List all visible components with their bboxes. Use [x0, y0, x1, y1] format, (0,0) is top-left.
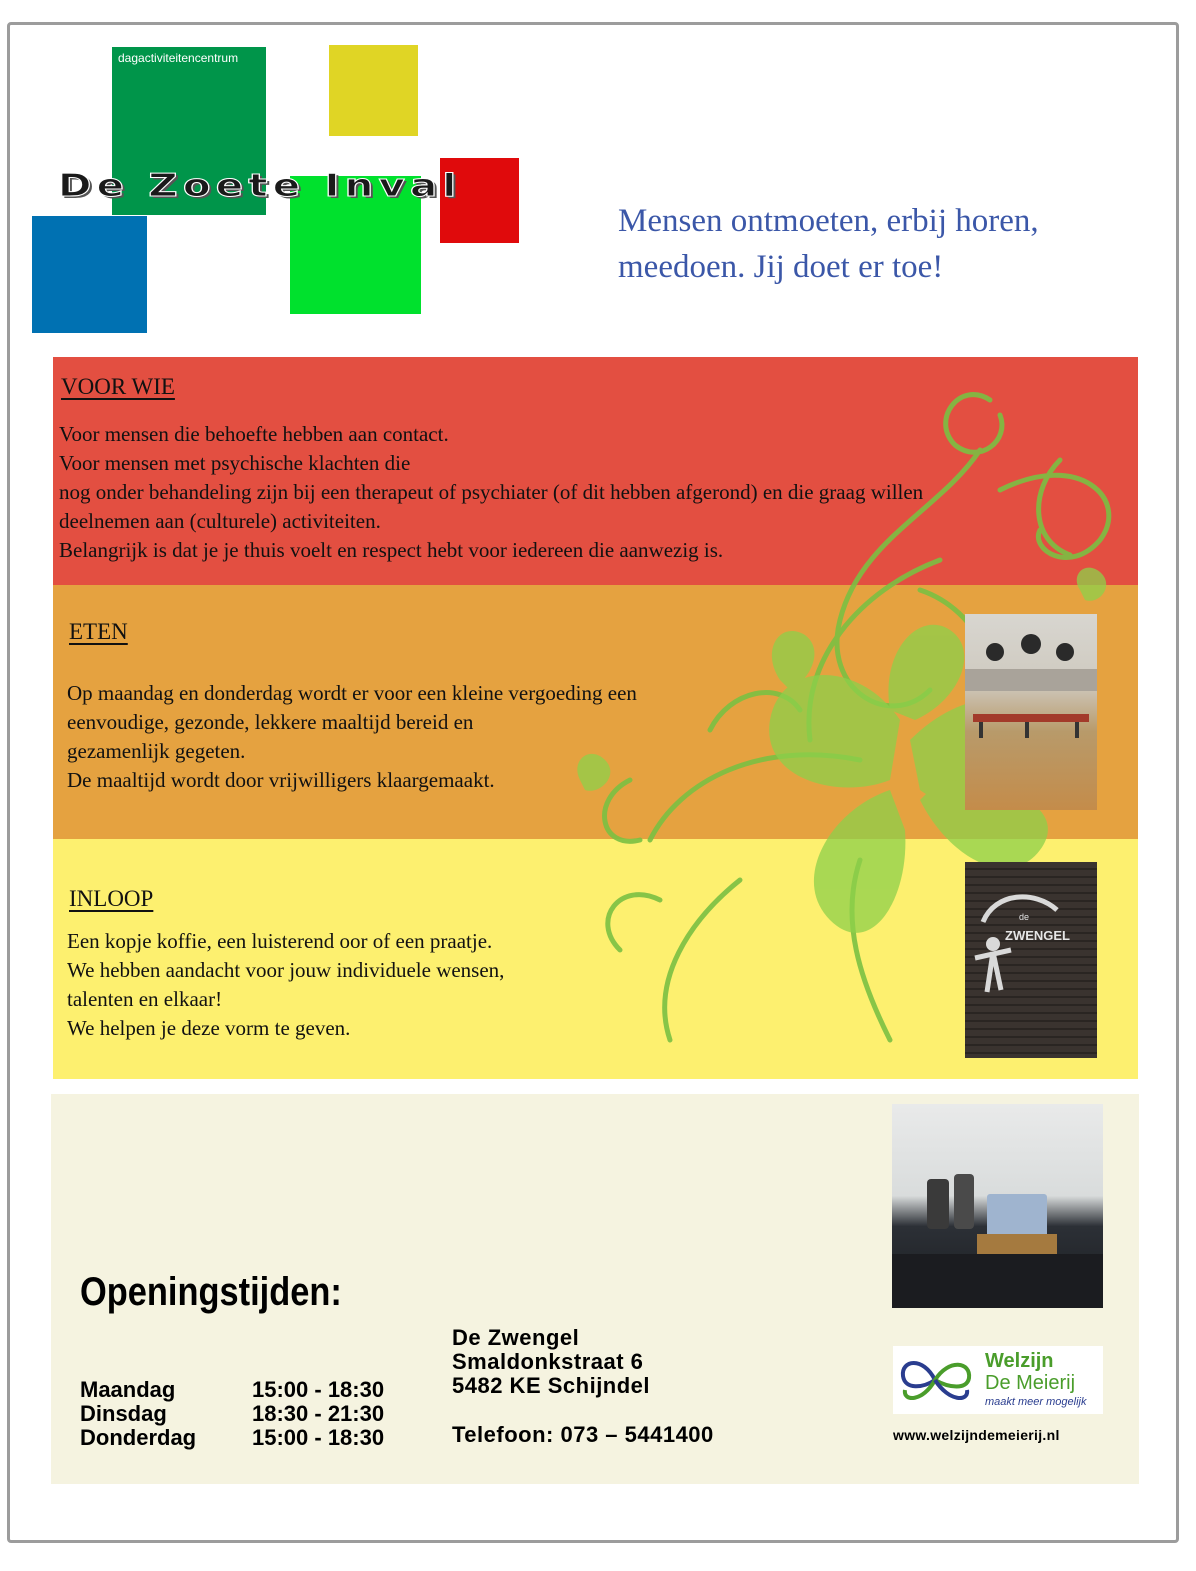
website-link[interactable]: www.welzijndemeierij.nl: [893, 1427, 1060, 1443]
zwengel-sign-photo: [965, 862, 1097, 1058]
hours-day: Donderdag: [80, 1425, 197, 1450]
hours-day: Maandag: [80, 1377, 176, 1402]
section-text-eten: [67, 679, 637, 795]
voor-wie-line-5: Belangrijk is dat je je thuis voelt en respect hebt voor iedereen die aanwezig is.: [59, 538, 724, 562]
inloop-line-3: talenten en elkaar!: [67, 987, 223, 1011]
inloop-line-2: We hebben aandacht voor jouw individuele wensen,: [67, 958, 505, 982]
voor-wie-line-3: nog onder behandeling zijn bij een therapeut of psychiater (of dit hebben afgerond) en die graag willen: [59, 480, 924, 504]
kitchen-photo: [892, 1104, 1103, 1308]
hours-row: [80, 1378, 384, 1402]
inloop-line-1: Een kopje koffie, een luisterend oor of een praatje.: [67, 929, 493, 953]
tagline: [618, 198, 1138, 290]
welzijn-slogan: maakt meer mogelijk: [985, 1396, 1087, 1408]
section-text-inloop: [67, 927, 504, 1043]
hours-time: 15:00 - 18:30: [252, 1377, 385, 1402]
logo-square-yellow: [329, 45, 418, 136]
eten-line-4: De maaltijd wordt door vrijwilligers klaargemaakt.: [67, 768, 495, 792]
voor-wie-line-4: deelnemen aan (culturele) activiteiten.: [59, 509, 381, 533]
section-title-inloop: INLOOP: [69, 886, 154, 911]
address-street: Smaldonkstraat 6: [452, 1349, 644, 1374]
hours-time: 15:00 - 18:30: [252, 1425, 385, 1450]
address-block: [452, 1326, 650, 1398]
logo-title: De Zoete Inval: [58, 168, 462, 204]
hours-time: 18:30 - 21:30: [252, 1401, 385, 1426]
phone-number: Telefoon: 073 – 5441400: [452, 1422, 714, 1447]
welzijn-logo: [893, 1346, 1103, 1414]
sign-small-text: de: [1019, 912, 1030, 922]
section-text-voor-wie: [59, 420, 923, 565]
welzijn-name: Welzijn: [985, 1350, 1054, 1372]
eten-line-3: gezamenlijk gegeten.: [67, 739, 246, 763]
section-title-eten: ETEN: [69, 619, 128, 644]
hours-row: [80, 1402, 384, 1426]
logo-square-blue: [32, 216, 147, 333]
inloop-line-4: We helpen je deze vorm te geven.: [67, 1016, 351, 1040]
voor-wie-line-2: Voor mensen met psychische klachten die: [59, 451, 411, 475]
opening-hours-title: Openingstijden:: [80, 1270, 342, 1314]
eten-line-1: Op maandag en donderdag wordt er voor een kleine vergoeding een: [67, 681, 637, 705]
opening-hours-table: [80, 1378, 384, 1450]
address-name: De Zwengel: [452, 1325, 580, 1350]
welzijn-clover-icon: [893, 1346, 979, 1414]
sign-name-text: ZWENGEL: [1005, 928, 1070, 943]
voor-wie-line-1: Voor mensen die behoefte hebben aan contact.: [59, 422, 449, 446]
tagline-line-2: meedoen. Jij doet er toe!: [618, 249, 944, 285]
hours-day: Dinsdag: [80, 1401, 167, 1426]
section-title-voor-wie: VOOR WIE: [61, 374, 175, 399]
logo-subtitle: dagactiviteitencentrum: [118, 51, 239, 65]
eten-line-2: eenvoudige, gezonde, lekkere maaltijd bereid en: [67, 710, 474, 734]
tagline-line-1: Mensen ontmoeten, erbij horen,: [618, 203, 1039, 239]
welzijn-name-2: De Meierij: [985, 1372, 1076, 1394]
hours-row: [80, 1426, 384, 1450]
address-city: 5482 KE Schijndel: [452, 1373, 651, 1398]
dining-hall-photo: [965, 614, 1097, 810]
